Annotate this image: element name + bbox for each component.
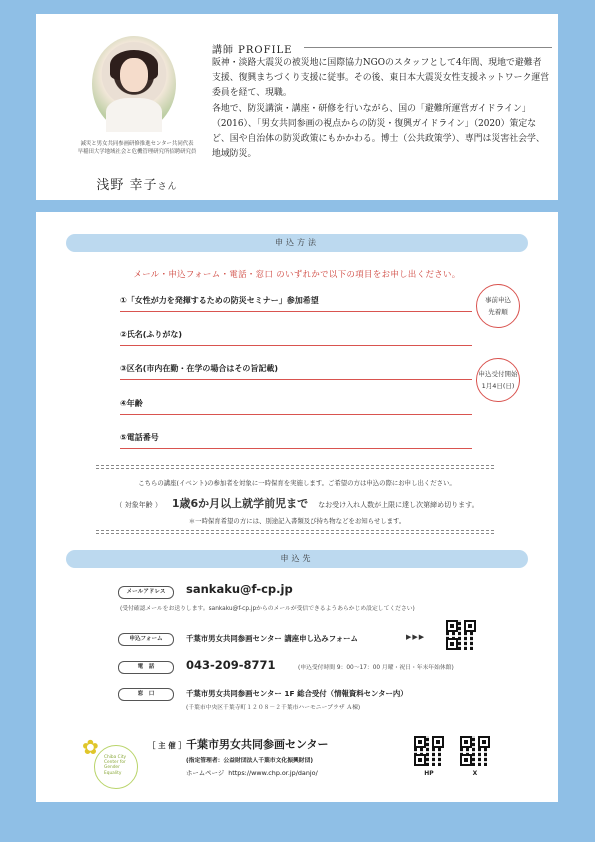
target-age-row [36,495,558,511]
phone-number[interactable]: 043-209-8771 [186,658,276,672]
form-link[interactable]: 千葉市男女共同参画センター 講座申し込みフォーム [186,634,358,643]
form-qr-code[interactable] [446,620,476,650]
affiliation-2: 早稲田大学地域社会と危機管理研究所招聘研究員 [77,149,197,155]
hp-qr-code[interactable] [414,736,444,766]
profile-heading: 講師 PROFILE [212,45,293,56]
badge-2-line-2: 1月4日(日) [481,382,515,390]
main-panel [36,212,558,802]
affiliation-1: 減災と男女共同参画研修推進センター共同代表 [80,141,194,147]
field-phone: ⑤電話番号 [120,432,472,449]
childcare-note: こちらの講座(イベント)の参加者を対象に一時保育を実施します。ご希望の方は申込の際にお申し出ください。 [138,479,456,487]
form-label: 申込フォーム [118,633,174,646]
profile-panel [36,14,558,200]
logo-text: Chiba City Center for Gender Equality [104,755,127,776]
divider-dashed-top-2 [96,468,494,469]
field-seminar: ①「女性が力を発揮するための防災セミナー」参加希望 [120,295,472,312]
sponsor-label: ［ 主 催 ］ [148,741,186,750]
badge-registration-start [476,358,520,402]
phone-label: 電 話 [118,661,174,674]
application-section-title: 申込方法 [66,234,528,252]
window-location: 千葉市男女共同参画センター 1F 総合受付（情報資料センター内） [186,689,408,698]
childcare-note-2: ＊一時保育希望の方には、別途記入書類及び持ち物などをお知らせします。 [188,517,406,525]
flower-icon: ✿ [82,735,99,759]
contact-section-title: 申込先 [66,550,528,568]
window-address: (千葉市中央区千葉寺町１２０８－２千葉市ハーモニープラザ Ａ棟) [186,705,361,711]
badge-1-line-1: 事前申込 [485,296,511,304]
lecturer-name [42,174,232,193]
homepage-url[interactable]: https://www.chp.or.jp/danjo/ [228,769,318,777]
target-age: 1歳6か月以上就学前児まで [171,497,309,510]
email-note: (受付確認メールをお送りします。sankaku@f-cp.jpからのメールが受信できるようあらかじめ設定してください) [120,606,415,612]
email-address[interactable]: sankaku@f-cp.jp [186,582,293,596]
badge-2-line-1: 申込受付開始 [478,370,518,378]
divider-dashed-top [96,465,494,466]
divider-dashed-bottom [96,530,494,531]
sponsor-name: 千葉市男女共同参画センター [186,738,329,751]
hp-qr-label: HP [424,770,434,777]
field-name: ②氏名(ふりがな) [120,329,472,346]
honorific: さん [157,182,178,192]
profile-paragraph: 各地で、防災講演・講座・研修を行いながら、国の「避難所運営ガイドライン」（2016）、「男女共同参画の視点からの防災・復興ガイドライン」（2020）策定など、国や自治体の防災政策にもかかわる。博士（公共政策学）、専門は災害社会学、地域防災。 [212,103,545,160]
lecturer-photo [92,36,176,132]
target-note: なお受け入れ人数が上限に達し次第締め切ります。 [318,501,479,509]
homepage-row [186,768,318,777]
field-age: ④年齢 [120,398,472,415]
profile-paragraph: 阪神・淡路大震災の被災地に国際協力NGOのスタッフとして4年間、現地で避難者支援、復興まちづくり支援に従事。その後、東日本大震災女性支援ネットワーク運営委員を経て、現職。 [212,58,550,99]
sponsor-managed-by: (指定管理者：公益財団法人千葉市文化振興財団) [186,758,314,764]
form-arrow-icon: ▶▶▶ [406,633,426,641]
profile-divider [304,47,552,48]
application-intro: メール・申込フォーム・電話・窓口 のいずれかで以下の項目をお申し出ください。 [133,269,461,279]
target-label: （ 対象年齢 ） [115,501,162,509]
x-qr-code[interactable] [460,736,490,766]
phone-hours: (申込受付時間 9：00～17：00 月曜・祝日・年末年始休館) [298,665,454,671]
lecturer-name-text: 浅野 幸子 [96,178,158,193]
homepage-label: ホームページ [186,769,225,777]
center-logo [82,737,140,787]
badge-1-line-2: 先着順 [488,308,508,316]
email-label: メールアドレス [118,586,174,599]
window-label: 窓 口 [118,688,174,701]
profile-text [212,56,550,162]
badge-advance-registration [476,284,520,328]
field-ward: ③区名(市内在勤・在学の場合はその旨記載) [120,363,472,380]
x-qr-label: X [472,770,478,777]
divider-dashed-bottom-2 [96,533,494,534]
